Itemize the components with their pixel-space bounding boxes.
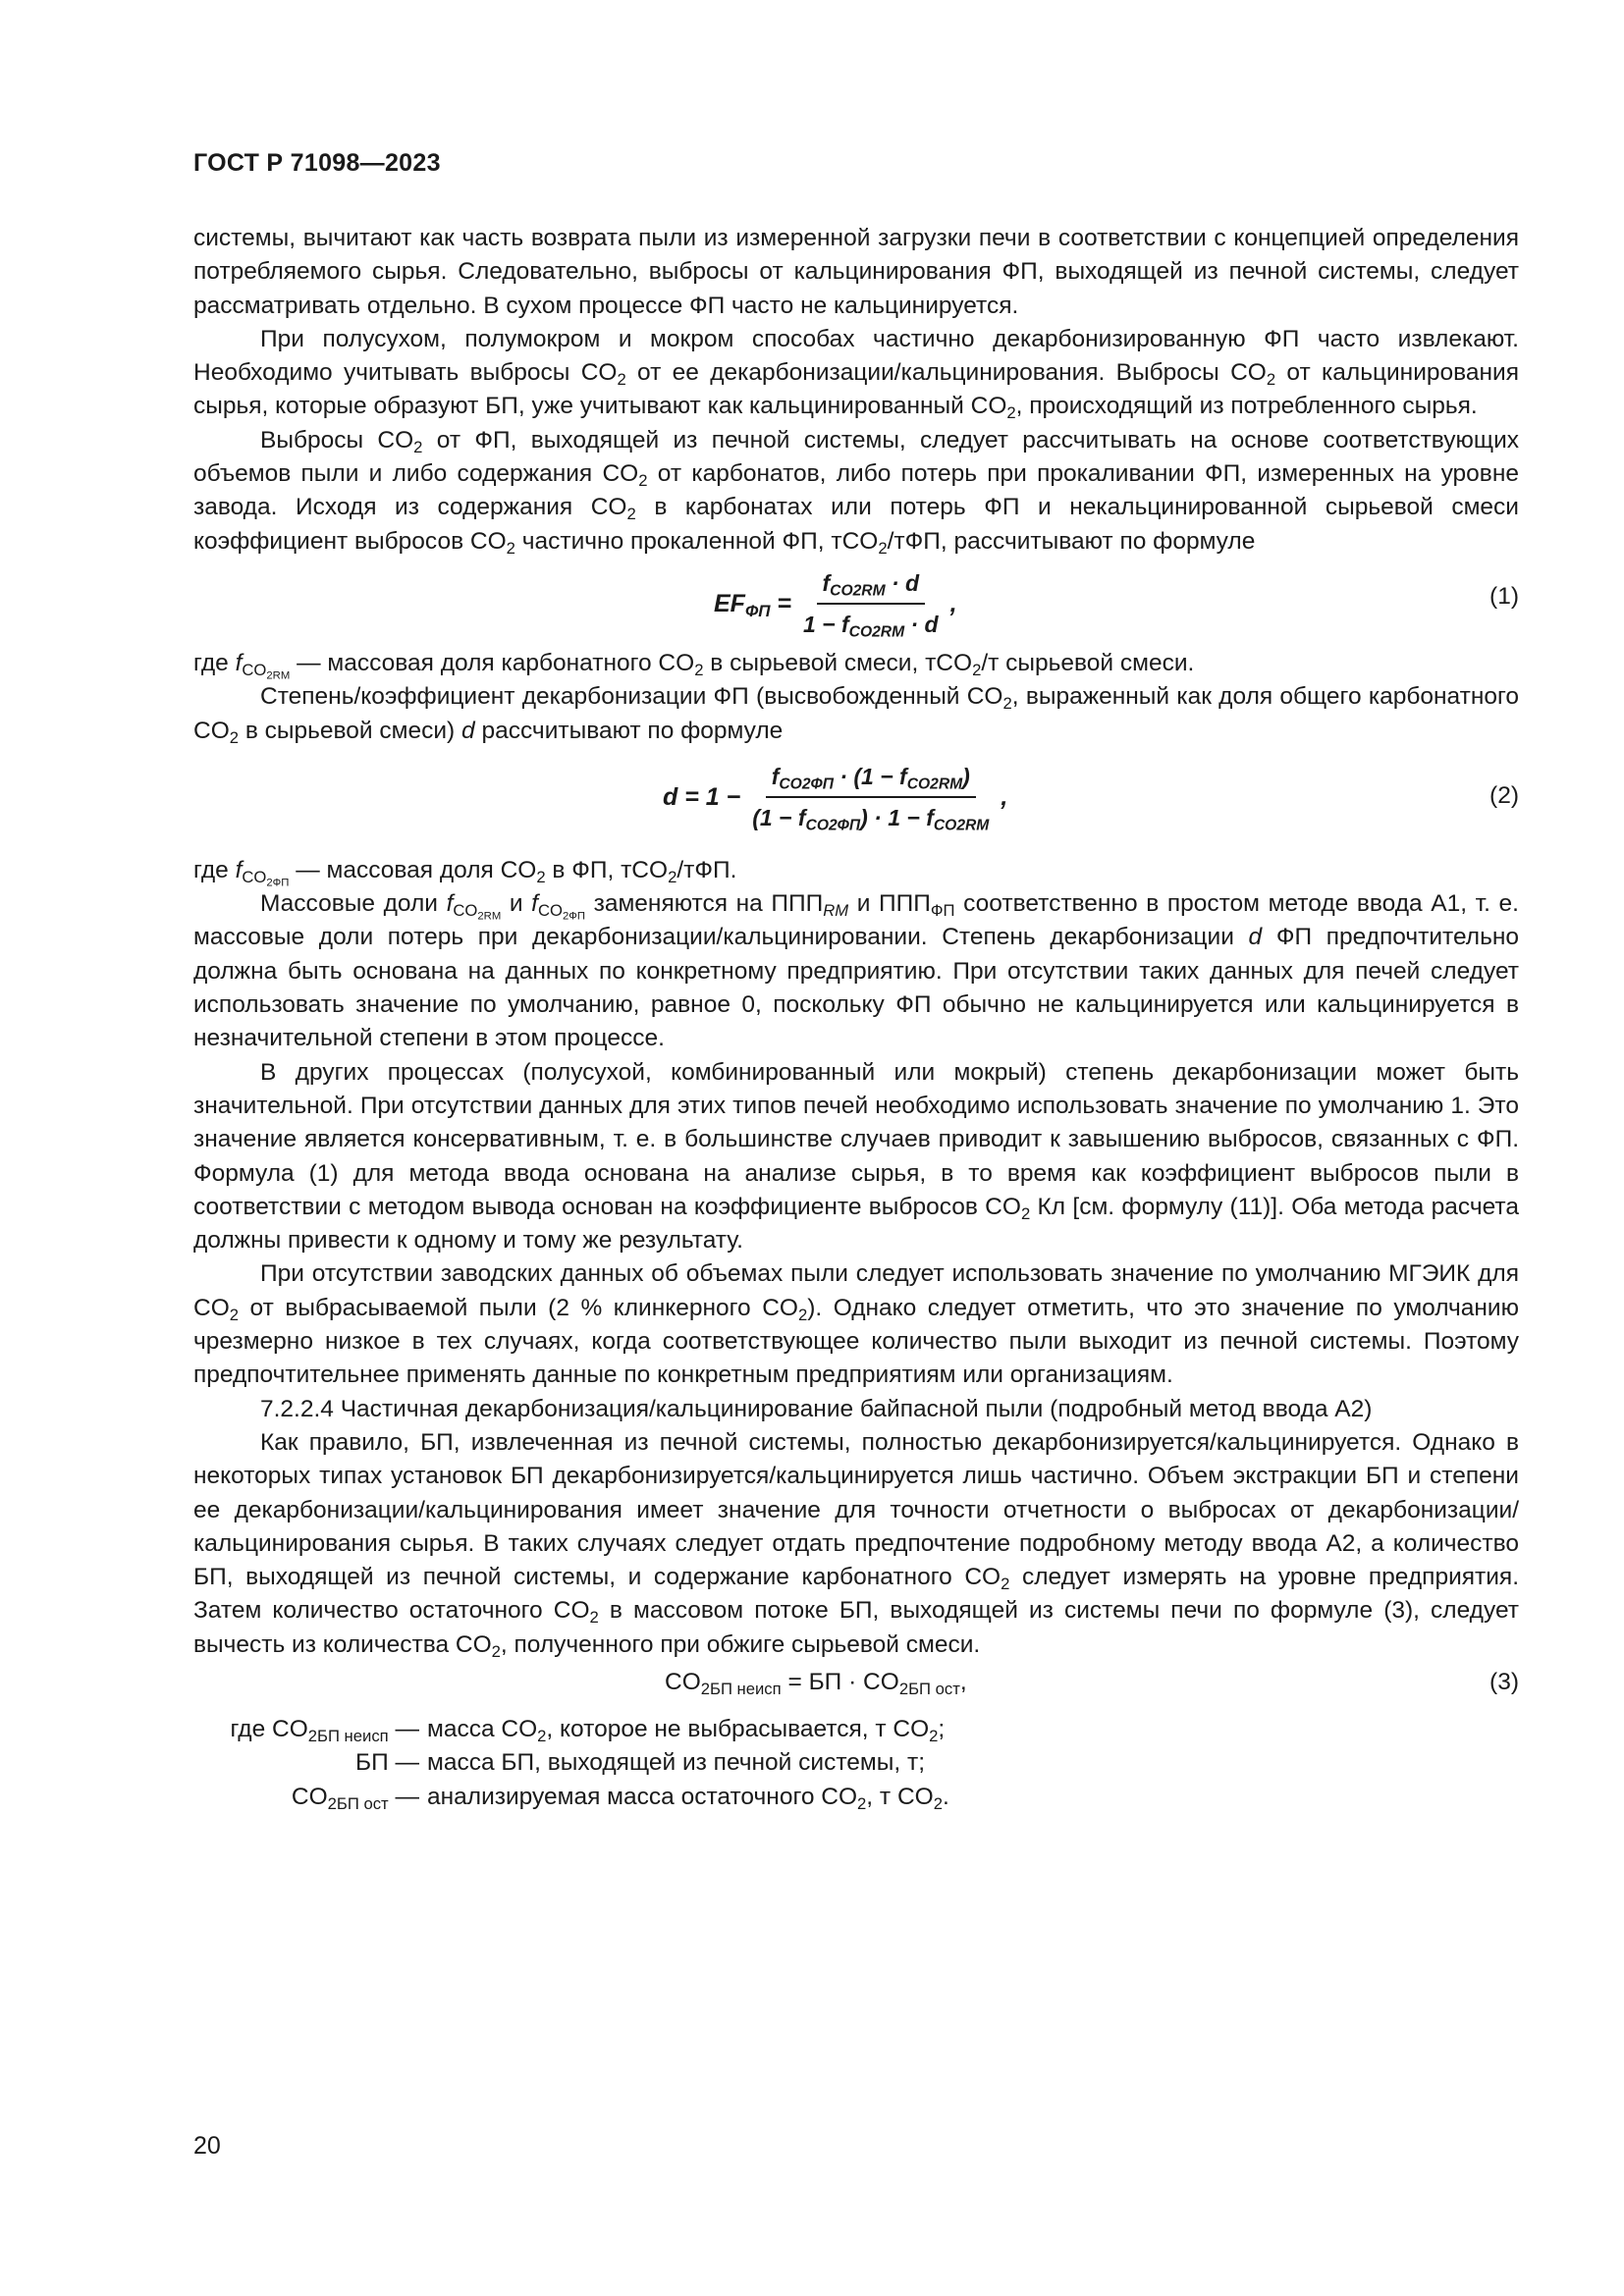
document-header: ГОСТ Р 71098—2023 — [193, 149, 441, 177]
definition-list — [193, 1713, 1519, 1814]
paragraph: Выбросы $CO_2$ от ФП, выходящей из печной системы, следует рассчитывать на основе соответствующих объемов пыли и либо содержания $CO_2$ от карбонатов, либо потерь при прокаливании ФП, измеренных на уровне завода. Исходя из содержания $CO_2$ в карбонатах или потерь ФП и некальцинированной сырьевой смеси коэффициент выбросов $CO_2$ частично прокаленной ФП, тCO$_2$/тФП, рассчитывают по формуле — [193, 426, 1519, 558]
formula-1: $EF_{ФП}$ = $\frac{f_{CO2RM} \cdot d}{1 - f_{CO2RM} \cdot d}$ , (1) — [193, 559, 1519, 647]
paragraph: системы, вычитают как часть возврата пыли из измеренной загрузки печи в соответствии с концепцией определения потребляемого сырья. Следовательно, выбросы от кальцинирования ФП, выходящей из печной системы, следует рассматривать отдельно. В сухом процессе ФП часто не кальцинируется. — [193, 225, 1519, 319]
paragraph: Как правило, БП, извлеченная из печной системы, полностью декарбонизируется/кальцинируется. Однако в некоторых типах установок БП декарбонизируется/кальцинируется лишь частично. Объем экстракции БП и степени ее декарбонизации/кальцинирования имеет значение для точности отчетности о выбросах от декарбонизации/кальцинирования сырья. В таких случаях следует отдать предпочтение подробному методу ввода А2, а количество БП, выходящей из печной системы, и содержание карбонатного $CO_2$ следует измерять на уровне предприятия. Затем количество остаточного $CO_2$ в массовом потоке БП, выходящей из системы печи по формуле (3), следует вычесть из количества $CO_2$, полученного при обжиге сырьевой смеси. — [193, 1428, 1519, 1661]
paragraph: Степень/коэффициент декарбонизации ФП (высвобожденный $CO_2$, выраженный как доля общего карбонатного $CO_2$ в сырьевой смеси) d рассчитывают по формуле — [193, 683, 1520, 747]
definition-row: $CO_{2БП ост}$ — анализируемая масса остаточного $CO_2$, т $CO_2$. — [291, 1783, 949, 1813]
definition-row: БП — масса БП, выходящей из печной системы, т; — [355, 1749, 926, 1777]
equation-number: (2) — [1489, 781, 1519, 809]
formula-2: d = 1 − $\frac{f_{CO2ФП} \cdot (1 - f_{CO2RM})}{(1 - f_{CO2ФП}) \cdot 1 - f_{CO2RM}}$ , (2) — [193, 748, 1519, 854]
equation-number: (1) — [1489, 582, 1519, 610]
page-number: 20 — [193, 2132, 221, 2160]
paragraph: Массовые доли $f_{CO_{2RM}}$ и $f_{CO_{2ФП}}$ заменяются на $ППП_{RM}$ и $ППП_{ФП}$ соответственно в простом методе ввода А1, т. е. массовые доли потерь при декарбонизации/кальцинировании. Степень декарбонизации d ФП предпочтительно должна быть основана на данных по конкретному предприятию. При отсутствии таких данных для печей следует использовать значение по умолчанию, равное 0, поскольку ФП обычно не кальцинируется или кальцинируется в незначительной степени в этом процессе. — [193, 890, 1520, 1052]
definition-row: где $CO_{2БП неисп}$ — масса $CO_2$, которое не выбрасывается, т $CO_2$; — [230, 1715, 946, 1745]
paragraph: При полусухом, полумокром и мокром способах частично декарбонизированную ФП часто извлекают. Необходимо учитывать выбросы $CO_2$ от ее декарбонизации/кальцинирования. Выбросы $CO_2$ от кальцинирования сырья, которые образуют БП, уже учитывают как кальцинированный $CO_2$, происходящий из потребленного сырья. — [193, 325, 1519, 423]
paragraph: где $f_{CO_{2RM}}$ — массовая доля карбонатного $CO_2$ в сырьевой смеси, тCO$_2$/т сырьевой смеси. — [193, 649, 1195, 682]
paragraph: В других процессах (полусухой, комбинированный или мокрый) степень декарбонизации может быть значительной. При отсутствии данных для этих типов печей необходимо использовать значение по умолчанию 1. Это значение является консервативным, т. е. в большинстве случаев приводит к завышению выбросов, связанных с ФП. Формула (1) для метода ввода основана на анализе сырья, в то время как коэффициент выбросов пыли в соответствии с методом вывода основан на коэффициенте выбросов $CO_2$ Кл [см. формулу (11)]. Оба метода расчета должны привести к одному и тому же результату. — [193, 1058, 1520, 1255]
paragraph: При отсутствии заводских данных об объемах пыли следует использовать значение по умолчанию МГЭИК для $CO_2$ от выбрасываемой пыли (2 % клинкерного $CO_2$). Однако следует отметить, что это значение по умолчанию чрезмерно низкое в тех случаях, когда соответствующее количество пыли выходит из печной системы. Поэтому предпочтительнее применять данные по конкретным предприятиям или организациям. — [193, 1260, 1519, 1389]
paragraph: где $f_{CO_{2ФП}}$ — массовая доля $CO_2$ в ФП, тCO$_2$/тФП. — [193, 856, 737, 889]
equation-number: (3) — [1489, 1668, 1519, 1695]
formula-3: $CO_{2БП неисп}$ = БП · $CO_{2БП ост}$, (3) — [193, 1662, 1519, 1713]
section-heading: 7.2.2.4 Частичная декарбонизация/кальцинирование байпасной пыли (подробный метод ввода А2) — [260, 1395, 1373, 1422]
document-body — [193, 222, 1519, 1814]
